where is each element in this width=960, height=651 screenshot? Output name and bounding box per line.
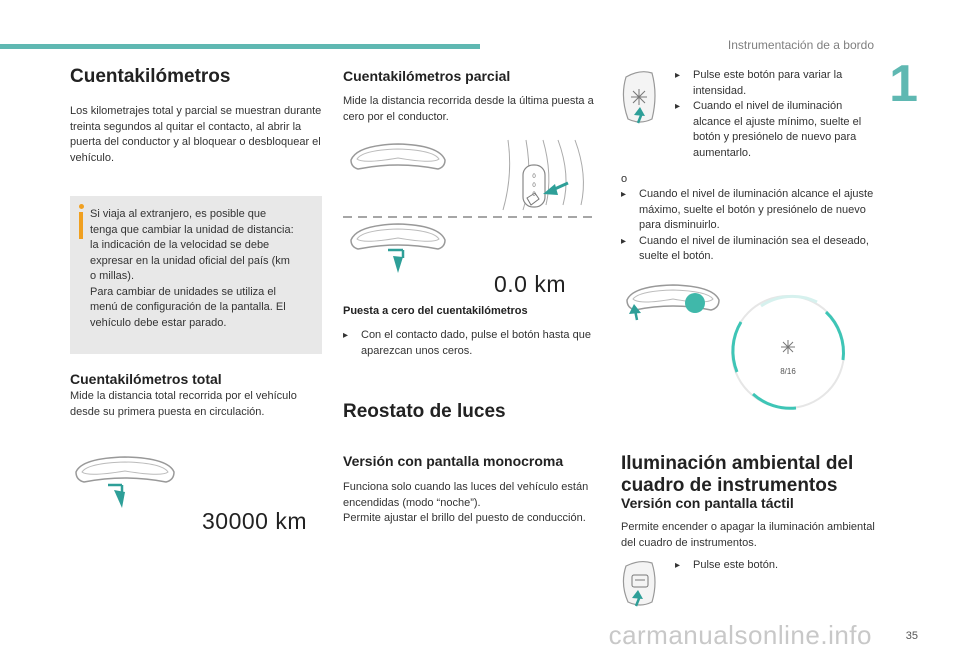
partial-description: Mide la distancia recorrida desde la última puesta a cero por el conductor. xyxy=(343,95,594,123)
info-line: vehículo debe estar parado. xyxy=(90,316,227,329)
info-line: Para cambiar de unidades se utiliza el xyxy=(90,285,276,298)
info-line: tenga que cambiar la unidad de distancia: xyxy=(90,223,294,236)
info-line: o millas). xyxy=(90,270,135,282)
total-odometer-display: 30000 km xyxy=(202,508,308,534)
svg-text:0: 0 xyxy=(532,183,536,189)
bullet-text: Cuando el nivel de iluminación alcance el ajuste mínimo, suelte el botón y presiónelo de nuevo para aumentarlo. xyxy=(693,100,862,159)
bullet-item xyxy=(675,99,875,161)
brightness-bullets-mid xyxy=(621,187,876,265)
total-description: Mide la distancia total recorrida por el vehículo desde su primera puesta en circulación. xyxy=(70,390,297,418)
bullet-marker-icon: ▸ xyxy=(675,560,681,571)
info-line: la indicación de la velocidad se debe xyxy=(90,239,270,251)
mono-text-1: Funciona solo cuando las luces del vehículo están encendidas (modo “noche”). xyxy=(343,481,589,509)
partial-odometer-display: 0.0 km xyxy=(494,271,567,297)
brightness-button-illustration xyxy=(620,67,660,127)
subsection-title-partial: Cuentakilómetros parcial xyxy=(343,68,511,84)
ambient-button-illustration xyxy=(620,558,660,610)
info-line: Si viaja al extranjero, es posible que xyxy=(90,208,267,220)
header-accent-bar xyxy=(0,44,480,49)
chapter-title: Instrumentación de a bordo xyxy=(727,38,874,52)
reset-bullet xyxy=(343,328,598,359)
bullet-marker-icon: ▸ xyxy=(621,235,627,247)
info-box xyxy=(70,196,322,354)
chapter-number: 1 xyxy=(889,55,918,113)
mono-text-2: Permite ajustar el brillo del puesto de conducción. xyxy=(343,512,586,524)
bullet-item xyxy=(621,187,876,234)
subsection-title-monocrome: Versión con pantalla monocroma xyxy=(343,453,564,469)
bullet-item xyxy=(621,234,876,265)
mono-description xyxy=(343,480,598,527)
info-line: expresar en la unidad oficial del país (km xyxy=(90,254,290,267)
instrument-cluster-illustration-total xyxy=(70,452,180,512)
touch-bullet xyxy=(675,558,875,574)
bullet-marker-icon: ▸ xyxy=(343,330,349,341)
reset-subtitle: Puesta a cero del cuentakilómetros xyxy=(343,305,528,317)
info-icon xyxy=(78,204,84,244)
touch-description: Permite encender o apagar la iluminación ambiental del cuadro de instrumentos. xyxy=(621,521,875,549)
bullet-marker-icon: ▸ xyxy=(621,189,627,200)
subsection-title-touch: Versión con pantalla táctil xyxy=(621,495,794,511)
svg-text:0: 0 xyxy=(532,192,536,198)
partial-reset-illustration xyxy=(343,135,598,275)
bullet-marker-icon: ▸ xyxy=(675,101,681,112)
bullet-text: Cuando el nivel de iluminación sea el deseado, suelte el botón. xyxy=(639,234,869,262)
section-title-ambient: Iluminación ambiental del cuadro de instrumentos xyxy=(621,453,854,496)
info-text xyxy=(90,207,316,331)
bullet-marker-icon: ▸ xyxy=(675,70,681,81)
section-title-reostato: Reostato de luces xyxy=(343,401,506,422)
bullet-item xyxy=(675,68,875,99)
watermark: carmanualsonline.info xyxy=(608,620,872,650)
info-line: menú de configuración de la pantalla. El xyxy=(90,301,286,313)
brightness-bullets-top xyxy=(675,68,875,161)
reset-bullet-text: Con el contacto dado, pulse el botón hasta que aparezcan unos ceros. xyxy=(361,329,591,357)
page-number: 35 xyxy=(905,630,918,642)
subsection-title-total: Cuentakilómetros total xyxy=(70,371,222,387)
dial-level-label: 8/16 xyxy=(780,367,796,376)
touch-bullet-text: Pulse este botón. xyxy=(693,559,779,571)
bullet-text: Pulse este botón para variar la intensidad. xyxy=(693,69,843,97)
brightness-dial-illustration xyxy=(621,282,876,432)
svg-text:0: 0 xyxy=(532,174,536,180)
section-title-cuentakilometros: Cuentakilómetros xyxy=(70,66,231,87)
or-separator: o xyxy=(621,173,628,185)
bullet-text: Cuando el nivel de iluminación alcance el ajuste máximo, suelte el botón y presiónelo de nuevo para disminuirlo. xyxy=(639,188,874,231)
intro-paragraph: Los kilometrajes total y parcial se muestran durante treinta segundos al quitar el contacto, al abrir la puerta del conductor y al bloquear o desbloquear el vehículo. xyxy=(70,105,322,164)
